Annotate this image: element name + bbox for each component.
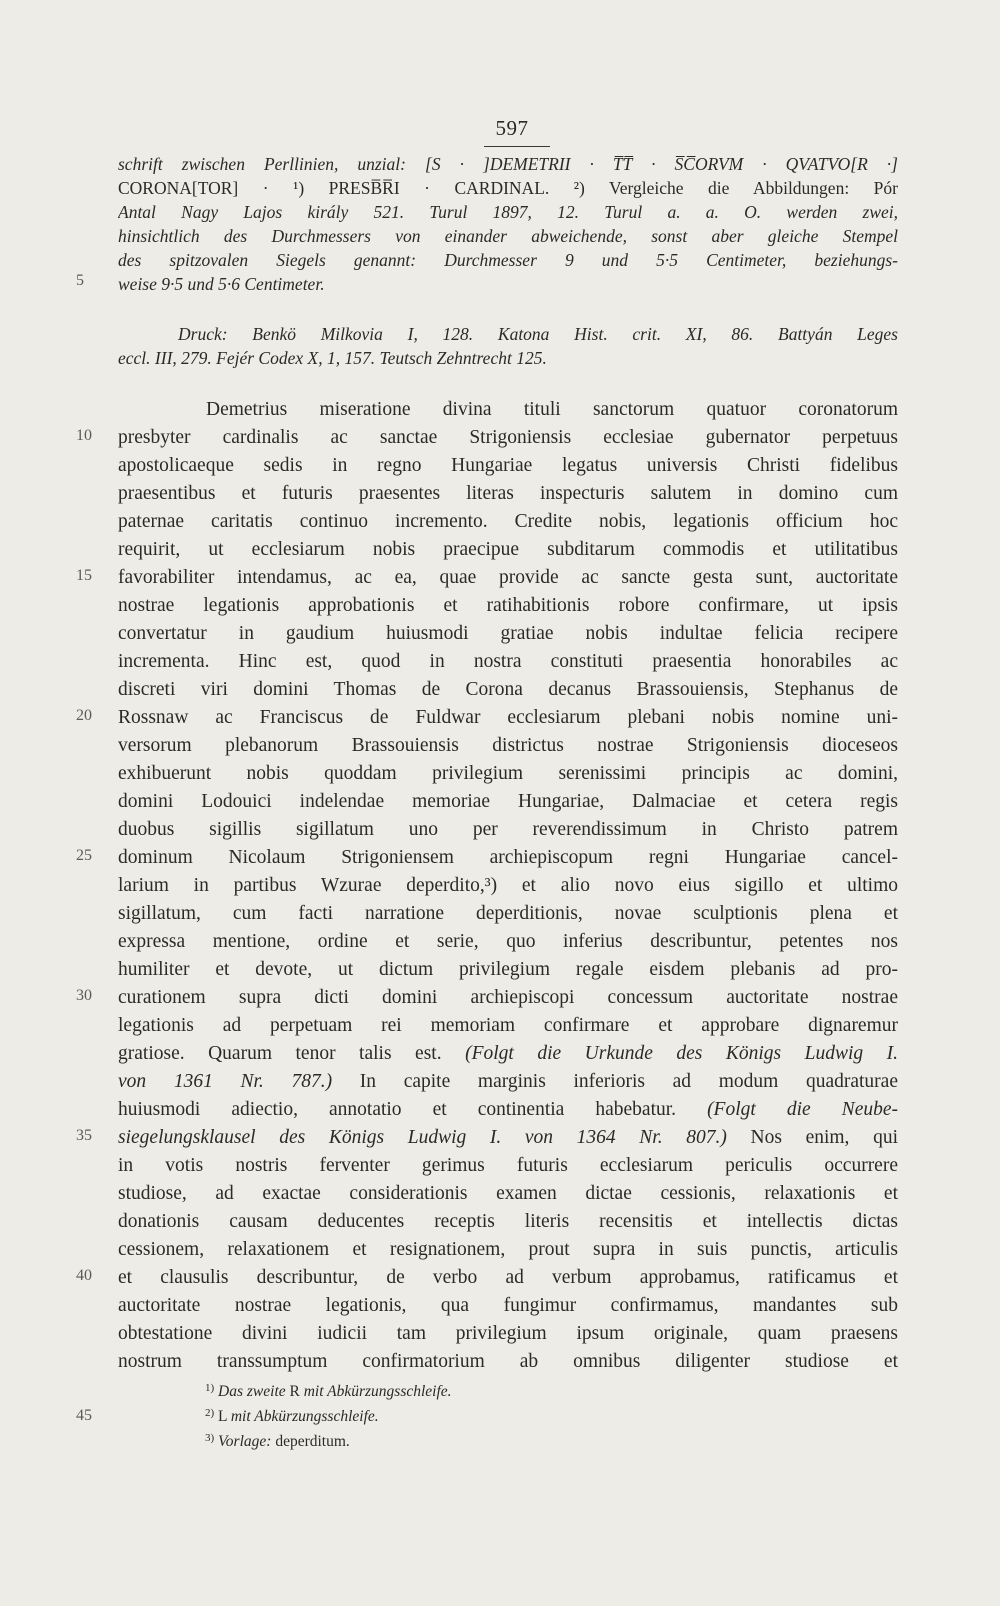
- text-line-mixed: [118, 1068, 898, 1096]
- druck-line: Druck: Benkö Milkovia I, 128. Katona Hist. crit. XI, 86. Battyán Leges: [178, 324, 898, 344]
- text-line: auctoritate nostrae legationis, qua fungimur confirmamus, mandantes sub: [118, 1295, 898, 1316]
- text-line: nostrum transsumptum confirmatorium ab omnibus diligenter studiose et: [118, 1351, 898, 1372]
- druck-line: eccl. III, 279. Fejér Codex X, 1, 157. Teutsch Zehntrecht 125.: [118, 348, 547, 368]
- line-number: 35: [76, 1127, 92, 1144]
- footnote-text: Vorlage:: [218, 1433, 272, 1450]
- footnote-text: mit Abkürzungsschleife.: [303, 1383, 452, 1400]
- note-line: CORONA[TOR] · ¹) PRESB̅R̅I · CARDINAL. ²) Vergleiche die Abbildungen: Pór: [118, 178, 898, 198]
- text-line: et clausulis describuntur, de verbo ad verbum approbamus, ratificamus et: [118, 1267, 898, 1288]
- text-line: sigillatum, cum facti narratione deperditionis, novae sculptionis plena et: [118, 903, 898, 924]
- text-line: requirit, ut ecclesiarum nobis praecipue subditarum commodis et utilitatibus: [118, 539, 898, 560]
- text-line: favorabiliter intendamus, ac ea, quae provide ac sancte gesta sunt, auctoritate: [118, 567, 898, 588]
- page-number-rule: [484, 146, 550, 147]
- footnote-mark: 2): [205, 1407, 215, 1419]
- text-line: studiose, ad exactae considerationis examen dictae cessionis, relaxationis et: [118, 1183, 898, 1204]
- footnote-text: deperditum.: [275, 1433, 350, 1450]
- note-line: weise 9·5 und 5·6 Centimeter.: [118, 274, 325, 294]
- text-line: praesentibus et futuris praesentes literas inspecturis salutem in domino cum: [118, 483, 898, 504]
- text-line: expressa mentione, ordine et serie, quo inferius describuntur, petentes nos: [118, 931, 898, 952]
- text-line-mixed: [118, 1096, 898, 1124]
- text-line: duobus sigillis sigillatum uno per reverendissimum in Christo patrem: [118, 819, 898, 840]
- line-number: 30: [76, 987, 92, 1004]
- text-line: curationem supra dicti domini archiepiscopi concessum auctoritate nostrae: [118, 987, 898, 1008]
- footnote-3: [205, 1432, 350, 1451]
- line-number: 45: [76, 1407, 92, 1424]
- editorial-note: (Folgt die Urkunde des Königs Ludwig I.: [465, 1043, 898, 1064]
- text-segment: Nos enim, qui: [750, 1127, 898, 1148]
- text-line: legationis ad perpetuam rei memoriam confirmare et approbare dignaremur: [118, 1015, 898, 1036]
- footnote-mark: 1): [205, 1382, 215, 1394]
- text-line: dominum Nicolaum Strigoniensem archiepiscopum regni Hungariae cancel-: [118, 847, 898, 868]
- text-line: humiliter et devote, ut dictum privilegium regale eisdem plebanis ad pro-: [118, 959, 898, 980]
- text-line: incrementa. Hinc est, quod in nostra constituti praesentia honorabiles ac: [118, 651, 898, 672]
- footnote-text: R: [289, 1383, 300, 1400]
- text-line-mixed: [118, 1040, 898, 1068]
- text-line: Rossnaw ac Franciscus de Fuldwar ecclesiarum plebani nobis nomine uni-: [118, 707, 898, 728]
- footnote-text: mit Abkürzungsschleife.: [230, 1408, 379, 1425]
- editorial-note: siegelungsklausel des Königs Ludwig I. von 1364 Nr. 807.): [118, 1127, 727, 1148]
- line-number: 15: [76, 567, 92, 584]
- text-segment: In capite marginis inferioris ad modum quadraturae: [359, 1071, 898, 1092]
- line-number: 20: [76, 707, 92, 724]
- text-line: exhibuerunt nobis quoddam privilegium serenissimi principis ac domini,: [118, 763, 898, 784]
- text-line: in votis nostris ferventer gerimus futuris ecclesiarum periculis occurrere: [118, 1155, 898, 1176]
- text-line: nostrae legationis approbationis et ratihabitionis robore confirmare, ut ipsis: [118, 595, 898, 616]
- text-segment: gratiose. Quarum tenor talis est.: [118, 1043, 442, 1064]
- text-line: domini Lodouici indelendae memoriae Hungariae, Dalmaciae et cetera regis: [118, 791, 898, 812]
- text-line: convertatur in gaudium huiusmodi gratiae nobis indultae felicia recipere: [118, 623, 898, 644]
- note-line: des spitzovalen Siegels genannt: Durchmesser 9 und 5·5 Centimeter, beziehungs-: [118, 250, 898, 270]
- note-line: Antal Nagy Lajos király 521. Turul 1897, 12. Turul a. a. O. werden zwei,: [118, 202, 898, 222]
- text-line: Demetrius miseratione divina tituli sanctorum quatuor coronatorum: [206, 399, 898, 420]
- editorial-note: (Folgt die Neube-: [707, 1099, 898, 1120]
- note-line: schrift zwischen Perllinien, unzial: [S · ]DEMETRII · T̅T̅ · S̅C̅ORVM · QVATVO[R ·]: [118, 154, 898, 174]
- text-line-mixed: [118, 1124, 898, 1152]
- text-line: apostolicaeque sedis in regno Hungariae legatus universis Christi fidelibus: [118, 455, 898, 476]
- footnote-text: L: [218, 1408, 227, 1425]
- footnote-2: [205, 1407, 379, 1426]
- line-number: 40: [76, 1267, 92, 1284]
- text-line: donationis causam deducentes receptis literis recensitis et intellectis dictas: [118, 1211, 898, 1232]
- text-line: cessionem, relaxationem et resignationem, prout supra in suis punctis, articulis: [118, 1239, 898, 1260]
- footnote-text: Das zweite: [218, 1383, 286, 1400]
- editorial-note: von 1361 Nr. 787.): [118, 1071, 333, 1092]
- footnote-mark: 3): [205, 1432, 215, 1444]
- page-number: 597: [495, 116, 529, 140]
- line-number: 5: [76, 272, 84, 289]
- text-line: presbyter cardinalis ac sanctae Strigoniensis ecclesiae gubernator perpetuus: [118, 427, 898, 448]
- footnote-1: [205, 1382, 452, 1401]
- note-line: hinsichtlich des Durchmessers von einander abweichende, sonst aber gleiche Stempel: [118, 226, 898, 246]
- text-line: obtestatione divini iudicii tam privilegium ipsum originale, quam praesens: [118, 1323, 898, 1344]
- text-line: discreti viri domini Thomas de Corona decanus Brassouiensis, Stephanus de: [118, 679, 898, 700]
- line-number: 25: [76, 847, 92, 864]
- text-segment: huiusmodi adiectio, annotatio et continentia habebatur.: [118, 1099, 677, 1120]
- text-line: versorum plebanorum Brassouiensis districtus nostrae Strigoniensis dioceseos: [118, 735, 898, 756]
- line-number: 10: [76, 427, 92, 444]
- text-line: paternae caritatis continuo incremento. Credite nobis, legationis officium hoc: [118, 511, 898, 532]
- text-line: larium in partibus Wzurae deperdito,³) et alio novo eius sigillo et ultimo: [118, 875, 898, 896]
